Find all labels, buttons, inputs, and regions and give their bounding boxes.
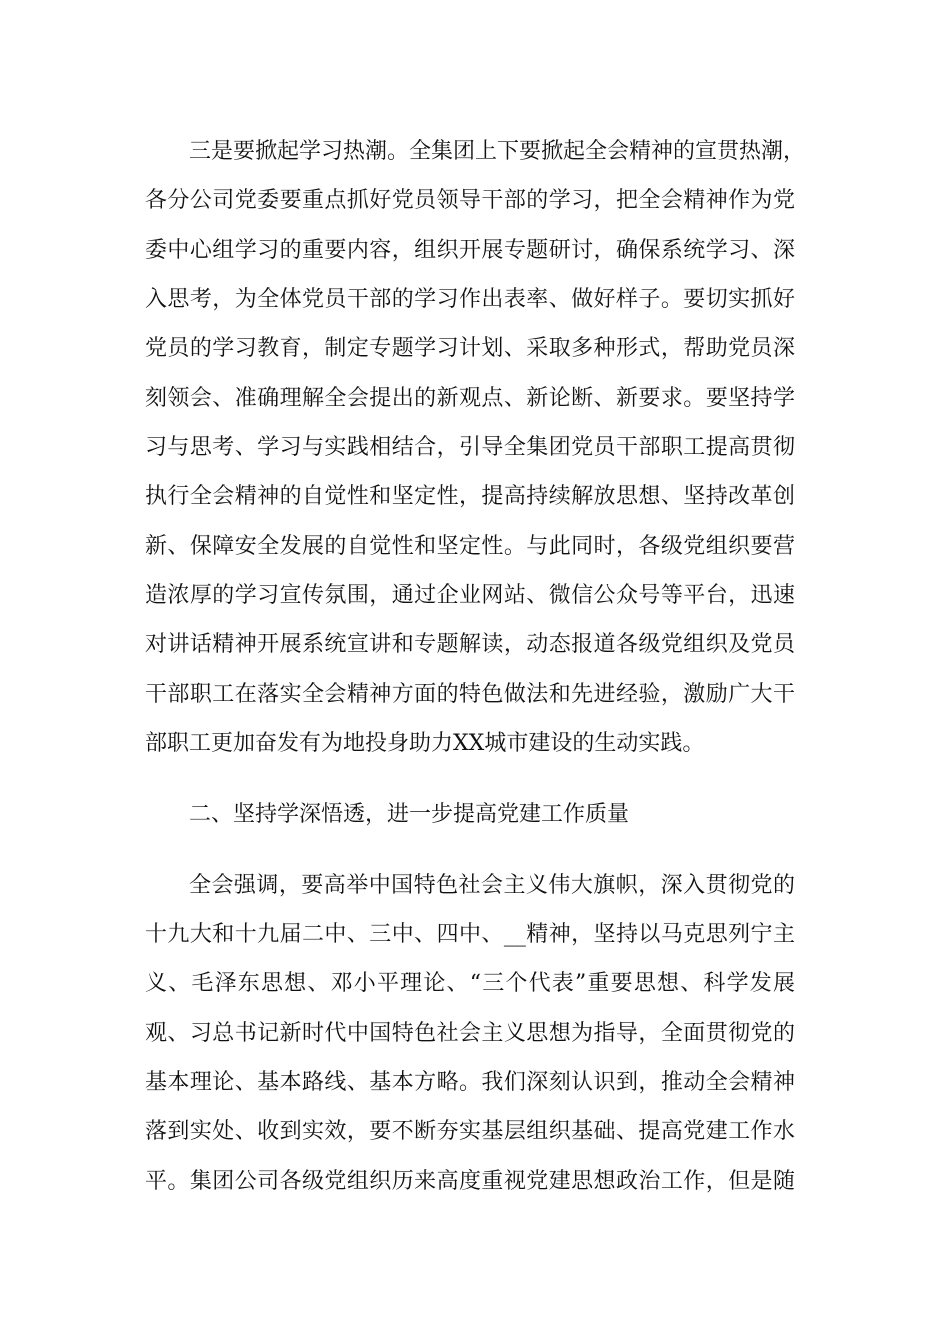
paragraph-1-line-text: 刻领会、准确理解全会提出的新观点、新论断、新要求。要坚持学	[145, 386, 795, 411]
paragraph-1-line	[0, 134, 950, 170]
paragraph-1-line	[0, 726, 950, 762]
paragraph-1-line	[0, 183, 950, 219]
paragraph-2-line-text: 观、习总书记新时代中国特色社会主义思想为指导，全面贯彻党的	[145, 1021, 795, 1046]
paragraph-1-line	[0, 627, 950, 663]
paragraph-1-line	[0, 677, 950, 713]
paragraph-1-line	[0, 529, 950, 565]
paragraph-1-line-text: 各分公司党委要重点抓好党员领导干部的学习，把全会精神作为党	[145, 188, 795, 213]
paragraph-2-line-text: 落到实处、收到实效，要不断夯实基层组织基础、提高党建工作水	[145, 1119, 795, 1144]
paragraph-1-line	[0, 430, 950, 466]
paragraph-1-line	[0, 479, 950, 515]
paragraph-2-line	[0, 1114, 950, 1150]
paragraph-1-line	[0, 578, 950, 614]
paragraph-1-line-text: 造浓厚的学习宣传氛围，通过企业网站、微信公众号等平台，迅速	[145, 583, 795, 608]
paragraph-2-line	[0, 966, 950, 1002]
paragraph-1-line	[0, 381, 950, 417]
paragraph-2-line	[0, 1016, 950, 1052]
paragraph-2-line-text: 十九大和十九届二中、三中、四中、__精神，坚持以马克思列宁主	[145, 922, 795, 947]
paragraph-2-line	[0, 1065, 950, 1101]
paragraph-1-line-text: 新、保障安全发展的自觉性和坚定性。与此同时，各级党组织要营	[145, 534, 795, 559]
paragraph-1-line-text: 党员的学习教育，制定专题学习计划、采取多种形式，帮助党员深	[145, 336, 795, 361]
paragraph-1-line	[0, 233, 950, 269]
paragraph-1-line-text: 执行全会精神的自觉性和坚定性，提高持续解放思想、坚持改革创	[145, 484, 795, 509]
paragraph-1-line-text: 入思考，为全体党员干部的学习作出表率、做好样子。要切实抓好	[145, 287, 795, 312]
paragraph-1-line-text: 对讲话精神开展系统宣讲和专题解读，动态报道各级党组织及党员	[145, 632, 795, 657]
paragraph-2-line	[0, 917, 950, 953]
paragraph-2-line	[0, 1164, 950, 1200]
paragraph-2-line-text: 义、毛泽东思想、邓小平理论、“三个代表”重要思想、科学发展	[145, 971, 795, 996]
paragraph-2-line	[0, 868, 950, 904]
paragraph-1-line-text: 三是要掀起学习热潮。全集团上下要掀起全会精神的宣贯热潮，	[189, 139, 806, 164]
paragraph-1-line-text: 习与思考、学习与实践相结合，引导全集团党员干部职工提高贯彻	[145, 435, 795, 460]
paragraph-2-line-text: 基本理论、基本路线、基本方略。我们深刻认识到，推动全会精神	[145, 1070, 795, 1095]
paragraph-1-line-text: 部职工更加奋发有为地投身助力XX城市建设的生动实践。	[145, 731, 705, 756]
paragraph-1-line-text: 委中心组学习的重要内容，组织开展专题研讨，确保系统学习、深	[145, 238, 795, 263]
paragraph-1-line-text: 干部职工在落实全会精神方面的特色做法和先进经验，激励广大干	[145, 682, 795, 707]
paragraph-1-line	[0, 331, 950, 367]
section-heading-text: 二、坚持学深悟透，进一步提高党建工作质量	[189, 802, 630, 827]
paragraph-2-line-text: 全会强调，要高举中国特色社会主义伟大旗帜，深入贯彻党的	[189, 873, 795, 898]
paragraph-1-line	[0, 282, 950, 318]
section-heading	[0, 797, 950, 833]
paragraph-2-line-text: 平。集团公司各级党组织历来高度重视党建思想政治工作，但是随	[145, 1169, 795, 1194]
